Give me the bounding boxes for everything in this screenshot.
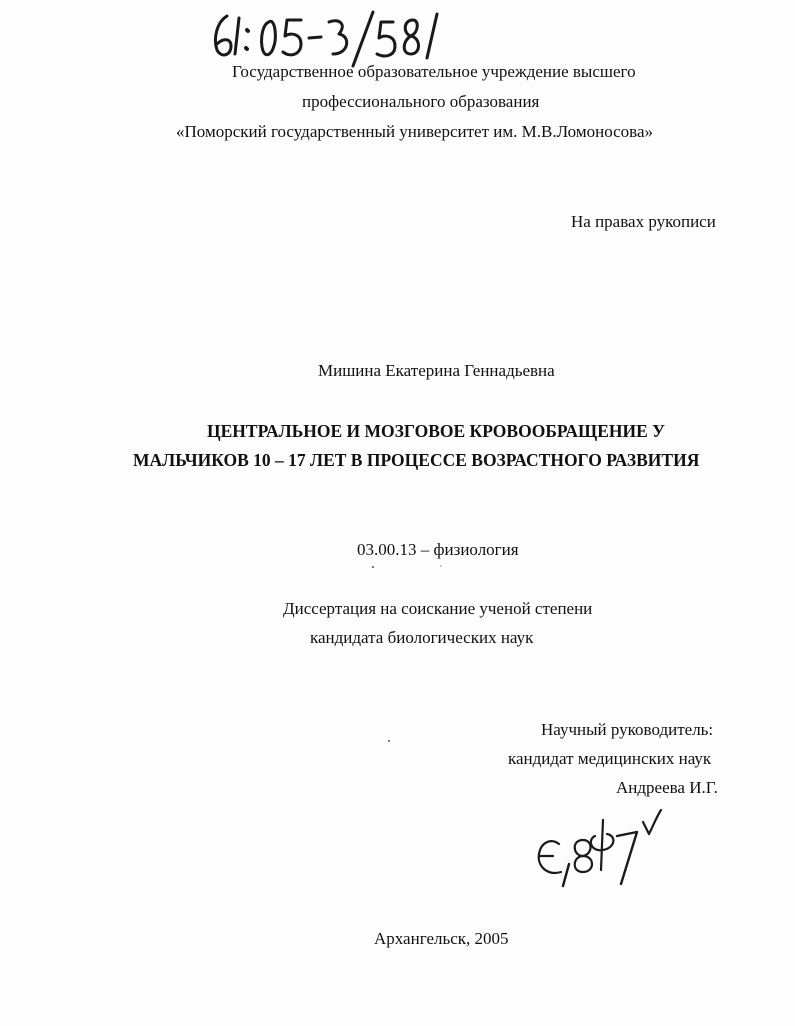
institution-line-3: «Поморский государственный университет им. М.В.Ломоносова»: [176, 122, 654, 141]
supervisor-name: Андреева И.Г.: [616, 778, 718, 797]
author-name: Мишина Екатерина Геннадьевна: [318, 361, 555, 380]
city-and-year: Архангельск, 2005: [374, 929, 509, 948]
degree-line-1: Диссертация на соискание ученой степени: [283, 599, 593, 618]
archive-stamp-handwritten: [205, 8, 455, 68]
handwritten-signature-mark: [525, 800, 665, 895]
supervisor-rank: кандидат медицинских наук: [508, 749, 712, 768]
specialty-code: 03.00.13 – физиология: [357, 540, 519, 559]
scan-speck: [440, 565, 442, 567]
institution-line-2: профессионального образования: [302, 92, 540, 111]
supervisor-label: Научный руководитель:: [541, 720, 714, 739]
scan-speck: [388, 740, 390, 742]
thesis-title-line-2: МАЛЬЧИКОВ 10 – 17 ЛЕТ В ПРОЦЕССЕ ВОЗРАСТНОГО РАЗВИТИЯ: [133, 450, 700, 470]
manuscript-note: На правах рукописи: [571, 212, 716, 231]
institution-line-1: Государственное образовательное учреждение высшего: [232, 62, 636, 81]
thesis-title-line-1: ЦЕНТРАЛЬНОЕ И МОЗГОВОЕ КРОВООБРАЩЕНИЕ У: [207, 421, 665, 441]
degree-line-2: кандидата биологических наук: [310, 628, 534, 647]
scan-speck: [372, 566, 374, 568]
